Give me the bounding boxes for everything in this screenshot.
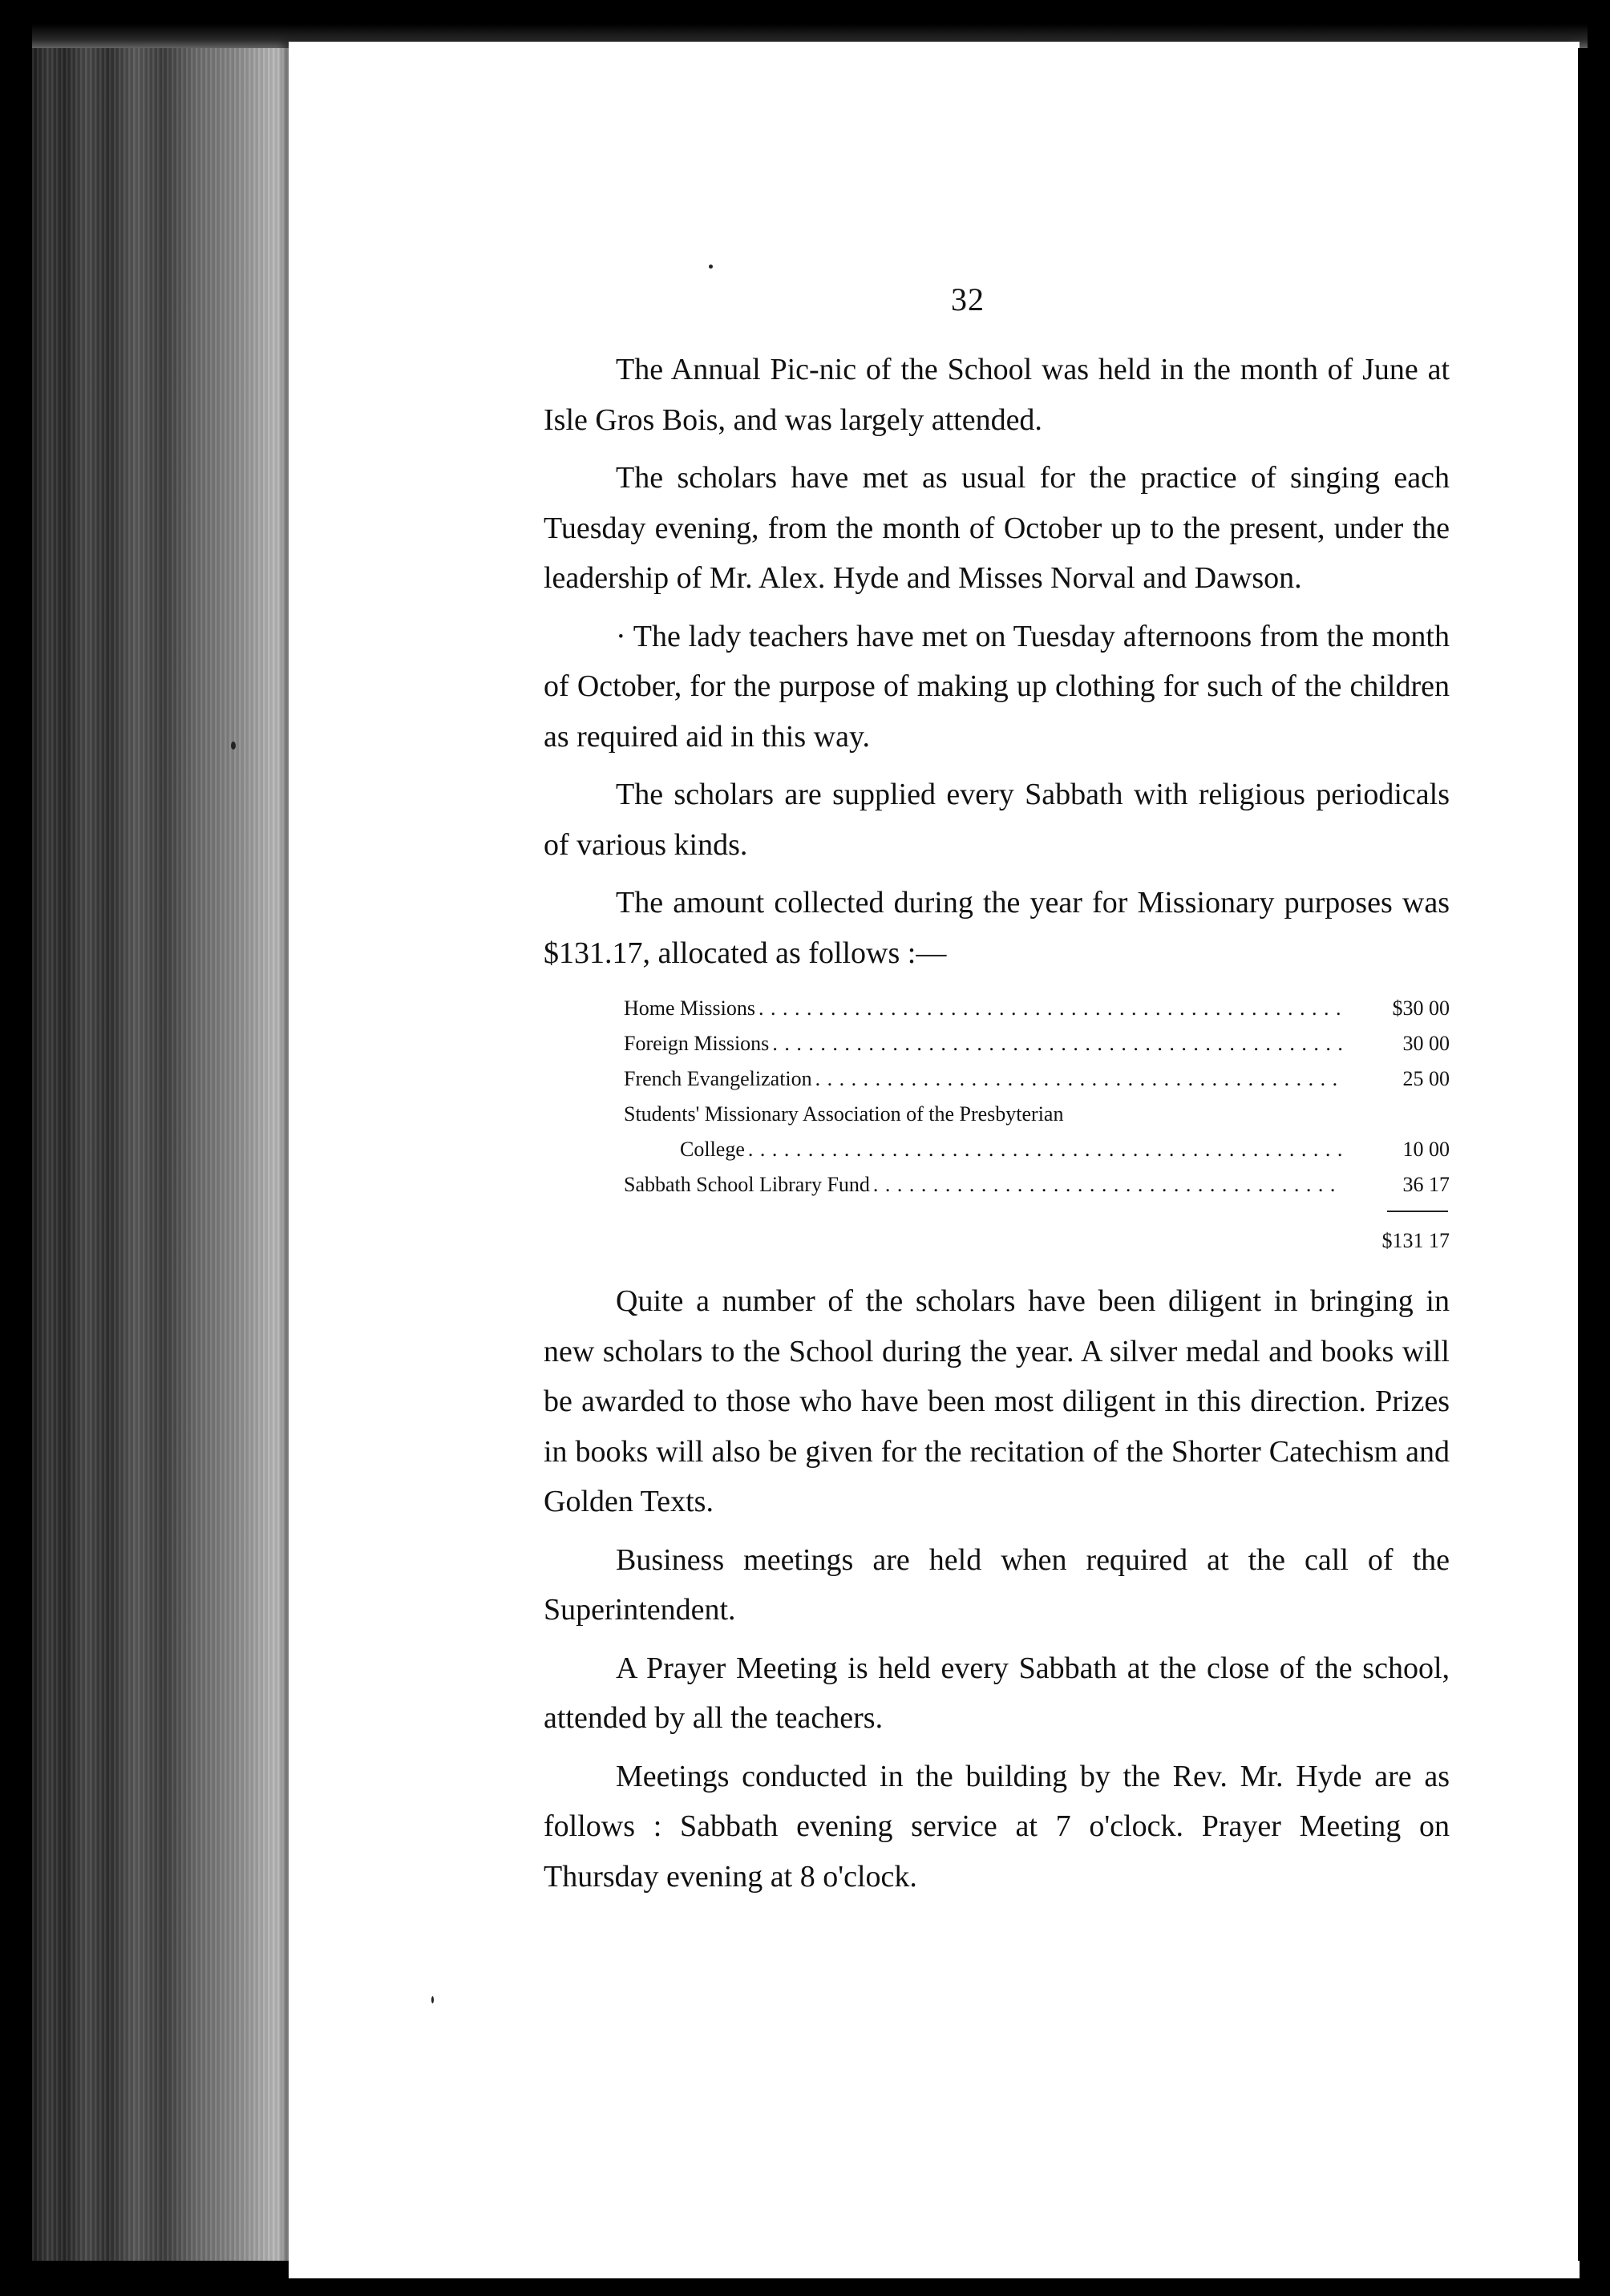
ink-speck <box>431 1996 434 2003</box>
ledger-row <box>544 1167 1450 1203</box>
ledger-label: Foreign Missions <box>624 1032 770 1055</box>
paragraph: Meetings conducted in the building by the Rev. Mr. Hyde are as follows : Sabbath evening service at 7 o'clock. Prayer Meeting on Thursday evening at 8 o'clock. <box>544 1759 1450 1894</box>
leader-dots <box>748 1132 1342 1167</box>
ledger-amount: 36 17 <box>1402 1173 1450 1196</box>
paragraph: · The lady teachers have met on Tuesday afternoons from the month of October, for the purpose of making up clothing for such of the children as required aid in this way. <box>544 619 1450 754</box>
page-body <box>544 345 1450 1910</box>
page-number: 32 <box>951 281 985 317</box>
ledger-label: Students' Missionary Association of the Presbyterian <box>624 1102 1064 1126</box>
ledger-amount: 30 00 <box>1402 1032 1450 1055</box>
ledger-row <box>544 1026 1450 1061</box>
ledger-row <box>544 1132 1450 1167</box>
ledger-label: Home Missions <box>624 996 755 1020</box>
scan-right-border <box>1578 48 1610 2261</box>
ink-speck <box>231 742 236 750</box>
ledger-label: French Evangelization <box>624 1067 812 1090</box>
leader-dots <box>758 991 1342 1026</box>
leader-dots <box>772 1026 1342 1061</box>
leader-dots <box>815 1061 1342 1097</box>
paragraph: Business meetings are held when required at the call of the Superintendent. <box>544 1542 1450 1627</box>
ledger-amount: 10 00 <box>1402 1138 1450 1161</box>
paragraph: The scholars have met as usual for the practice of singing each Tuesday evening, from the month of October up to the present, under the leadership of Mr. Alex. Hyde and Misses Norval and Dawson. <box>544 461 1450 595</box>
missionary-ledger <box>544 991 1450 1259</box>
leader-dots <box>873 1167 1342 1203</box>
book-page-edges <box>32 48 305 2261</box>
paragraph: Quite a number of the scholars have been diligent in bringing in new scholars to the School during the year. A silver medal and books will be awarded to those who have been most diligent in this direction. Prizes in books will also be given for the recitation of the Shorter Catechism and Golden Texts. <box>544 1284 1450 1518</box>
paragraph: The amount collected during the year for Missionary purposes was $131.17, allocated as follows :— <box>544 886 1450 970</box>
ledger-amount: $30 00 <box>1392 996 1450 1020</box>
ledger-row <box>544 1061 1450 1097</box>
paragraph: A Prayer Meeting is held every Sabbath at the close of the school, attended by all the teachers. <box>544 1651 1450 1735</box>
ledger-label: College <box>680 1138 745 1161</box>
ledger-label: Sabbath School Library Fund <box>624 1173 870 1196</box>
ledger-total: $131 17 <box>1381 1229 1450 1252</box>
ledger-row <box>544 1097 1450 1132</box>
paragraph: The Annual Pic-nic of the School was held in the month of June at Isle Gros Bois, and was largely attended. <box>544 353 1450 437</box>
total-rule <box>1387 1211 1448 1212</box>
ledger-row <box>544 991 1450 1026</box>
ledger-amount: 25 00 <box>1402 1067 1450 1090</box>
ink-speck <box>709 265 713 269</box>
paragraph: The scholars are supplied every Sabbath with religious periodicals of various kinds. <box>544 778 1450 862</box>
ledger-total-row <box>544 1223 1450 1259</box>
